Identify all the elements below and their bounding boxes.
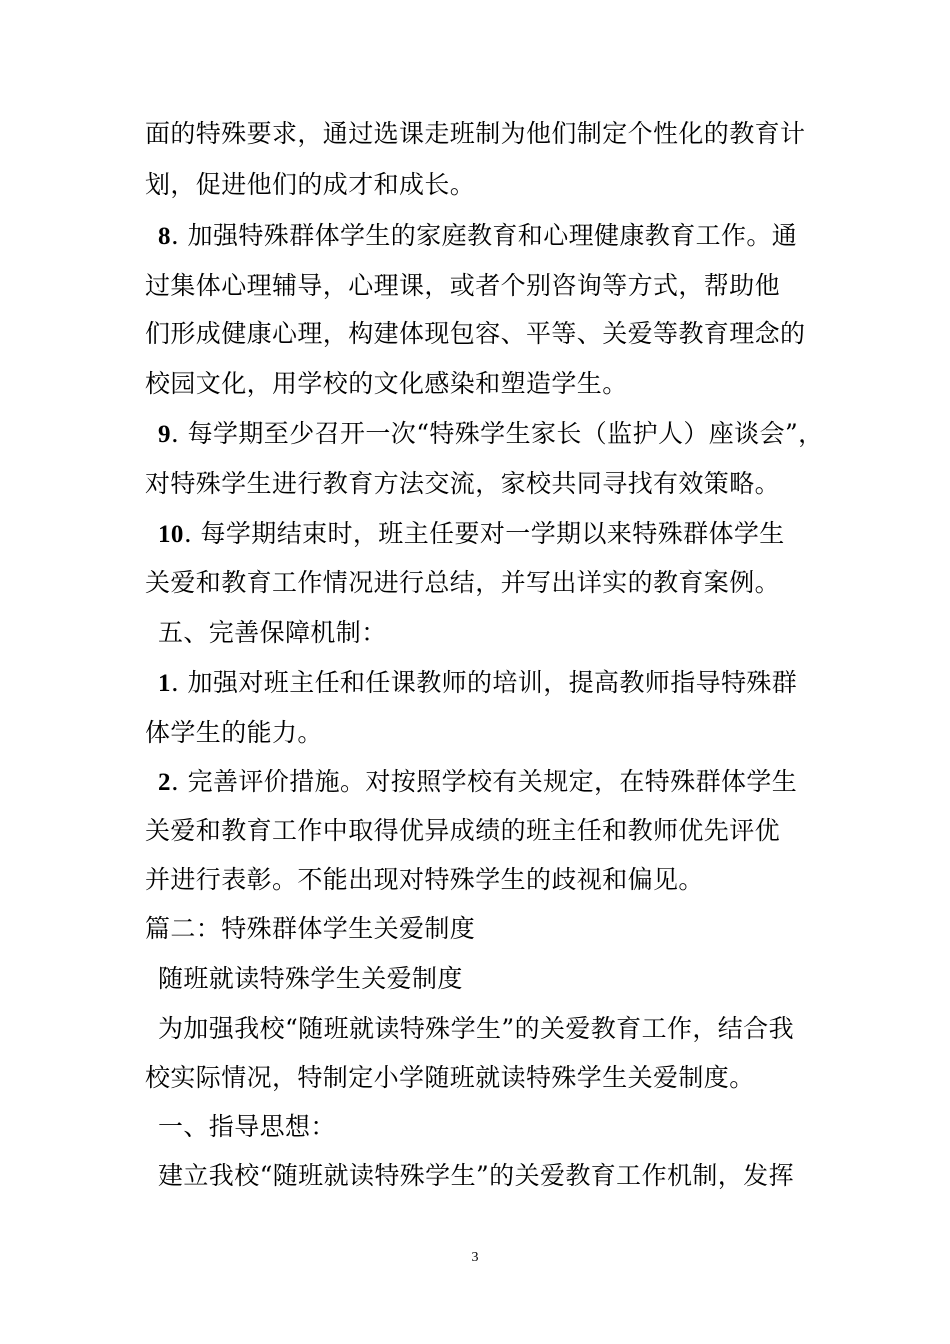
line-text: . 完善评价措施。对按照学校有关规定，在特殊群体学生 [170,767,798,796]
text-line [158,1160,794,1192]
line-text: 对特殊学生进行教育方法交流，家校共同寻找有效策略。 [145,469,781,498]
line-text: 建立我校“随班就读特殊学生”的关爱教育工作机制，发挥 [158,1161,794,1190]
text-line [158,1013,794,1045]
line-text: . 每学期结束时，班主任要对一学期以来特殊群体学生 [183,519,785,548]
line-text: 校园文化，用学校的文化感染和塑造学生。 [145,369,628,398]
text-line [145,815,780,847]
line-text: 一、指导思想： [158,1112,336,1141]
text-line [145,567,780,599]
line-text: 为加强我校“随班就读特殊学生”的关爱教育工作，结合我 [158,1014,794,1043]
text-line [158,418,824,450]
text-line [145,368,628,400]
line-text: 关爱和教育工作中取得优异成绩的班主任和教师优先评优 [145,816,781,845]
text-line [145,270,780,302]
chapter-subtitle [158,963,463,995]
page-number: 3 [471,1250,479,1265]
text-line [158,667,797,699]
text-line [145,717,323,749]
line-text: . 每学期至少召开一次“特殊学生家长（监护人）座谈会”， [170,419,824,448]
section-heading [158,617,387,649]
item-number: 9 [158,421,171,448]
item-number: 1 [158,670,171,697]
section-heading [158,1111,336,1143]
chapter-heading [145,913,475,945]
line-text: 过集体心理辅导，心理课，或者个别咨询等方式，帮助他 [145,271,781,300]
line-text: 校实际情况，特制定小学随班就读特殊学生关爱制度。 [145,1063,755,1092]
text-line [145,1062,755,1094]
line-text: . 加强特殊群体学生的家庭教育和心理健康教育工作。通 [170,221,798,250]
text-line [158,518,785,550]
item-number: 8 [158,223,171,250]
text-line [145,318,805,350]
item-number: 10 [158,521,184,548]
line-text: 关爱和教育工作情况进行总结，并写出详实的教育案例。 [145,568,781,597]
line-text: 们形成健康心理，构建体现包容、平等、关爱等教育理念的 [145,319,806,348]
line-text: . 加强对班主任和任课教师的培训，提高教师指导特殊群 [170,668,798,697]
text-line [145,864,704,896]
text-line [145,169,475,201]
text-line [145,468,780,500]
line-text: 划，促进他们的成才和成长。 [145,170,476,199]
text-line [145,118,805,150]
line-text: 并进行表彰。不能出现对特殊学生的歧视和偏见。 [145,865,704,894]
line-text: 体学生的能力。 [145,718,323,747]
text-line [158,766,797,798]
line-text: 随班就读特殊学生关爱制度 [158,964,463,993]
line-text: 篇二：特殊群体学生关爱制度 [145,914,476,943]
line-text: 五、完善保障机制： [158,618,387,647]
line-text: 面的特殊要求，通过选课走班制为他们制定个性化的教育计 [145,119,806,148]
text-line [158,220,797,252]
item-number: 2 [158,769,171,796]
